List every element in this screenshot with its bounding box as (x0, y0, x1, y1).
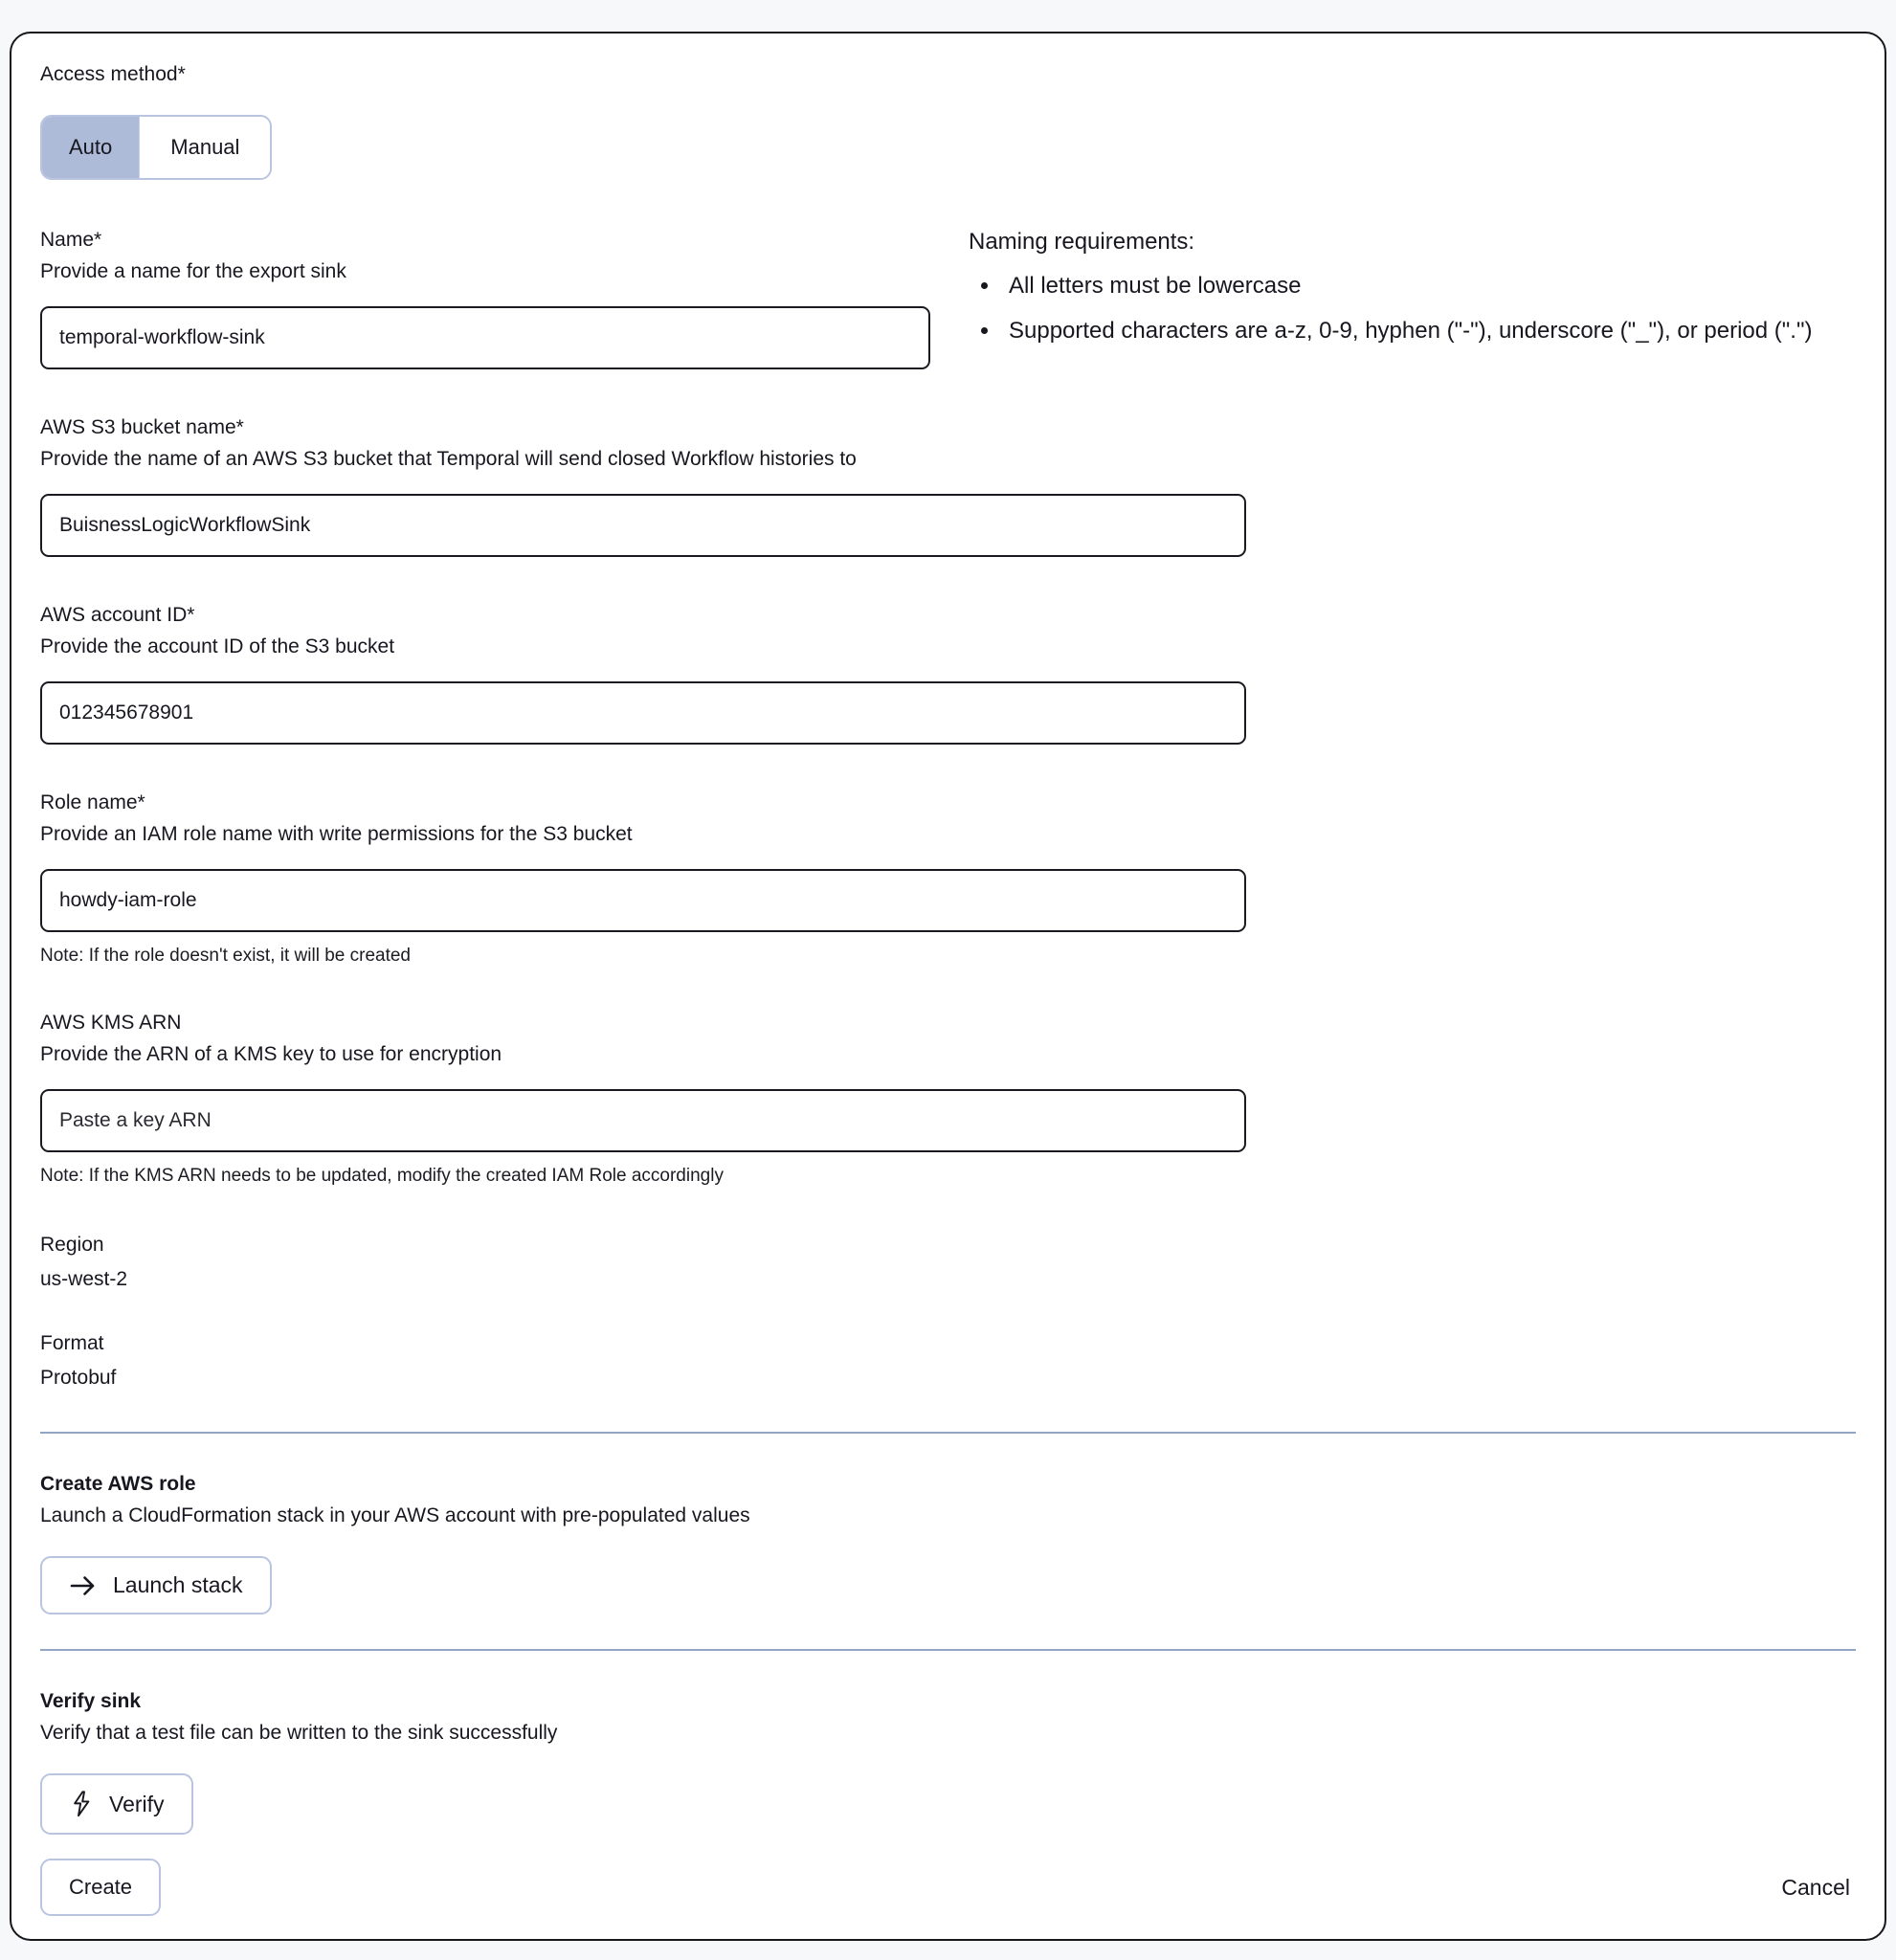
naming-requirements (969, 224, 1856, 369)
access-method-label: Access method* (40, 63, 186, 85)
format-value: Protobuf (40, 1367, 117, 1389)
bucket-input[interactable] (40, 494, 1246, 557)
arrow-right-icon (69, 1573, 98, 1598)
name-input[interactable] (40, 306, 930, 369)
access-method-option-manual[interactable]: Manual (139, 117, 270, 178)
verify-button-label: Verify (109, 1791, 165, 1816)
verify-sink-description: Verify that a test file can be written to the sink successfully (40, 1722, 558, 1744)
section-divider (40, 1432, 1856, 1434)
create-role-title: Create AWS role (40, 1473, 196, 1495)
kms-arn-input[interactable] (40, 1089, 1246, 1152)
kms-arn-description: Provide the ARN of a KMS key to use for encryption (40, 1043, 502, 1065)
launch-stack-button-label: Launch stack (113, 1572, 243, 1597)
cancel-button[interactable]: Cancel (1781, 1874, 1850, 1900)
naming-requirement-item: • All letters must be lowercase (1001, 269, 1843, 302)
create-role-description: Launch a CloudFormation stack in your AWS account with pre-populated values (40, 1504, 750, 1526)
role-name-label: Role name* (40, 791, 145, 813)
bucket-description: Provide the name of an AWS S3 bucket that Temporal will send closed Workflow histories to (40, 448, 857, 470)
section-divider (40, 1649, 1856, 1651)
kms-arn-note: Note: If the KMS ARN needs to be updated, modify the created IAM Role accordingly (40, 1166, 724, 1186)
kms-arn-label: AWS KMS ARN (40, 1012, 182, 1034)
role-name-note: Note: If the role doesn't exist, it will be created (40, 946, 411, 966)
verify-sink-title: Verify sink (40, 1690, 142, 1712)
role-name-description: Provide an IAM role name with write permissions for the S3 bucket (40, 823, 633, 845)
access-method-toggle (40, 115, 272, 180)
account-id-description: Provide the account ID of the S3 bucket (40, 635, 395, 657)
naming-requirement-item: • Supported characters are a-z, 0-9, hyphen ("-"), underscore ("_"), or period (".") (1001, 314, 1843, 347)
region-value: us-west-2 (40, 1268, 128, 1290)
verify-button[interactable] (40, 1773, 193, 1835)
name-description: Provide a name for the export sink (40, 260, 346, 282)
naming-requirements-title: Naming requirements: (969, 229, 1195, 255)
format-label: Format (40, 1332, 104, 1354)
region-label: Region (40, 1234, 104, 1256)
name-label: Name* (40, 229, 102, 251)
create-button[interactable]: Create (40, 1859, 161, 1916)
bucket-label: AWS S3 bucket name* (40, 416, 244, 438)
role-name-input[interactable] (40, 869, 1246, 932)
account-id-label: AWS account ID* (40, 604, 195, 626)
naming-requirements-list (980, 269, 1856, 347)
access-method-option-auto[interactable]: Auto (42, 117, 139, 178)
lightning-icon (69, 1790, 94, 1818)
account-id-input[interactable] (40, 681, 1246, 745)
export-sink-form (10, 32, 1886, 1941)
launch-stack-button[interactable] (40, 1556, 272, 1615)
